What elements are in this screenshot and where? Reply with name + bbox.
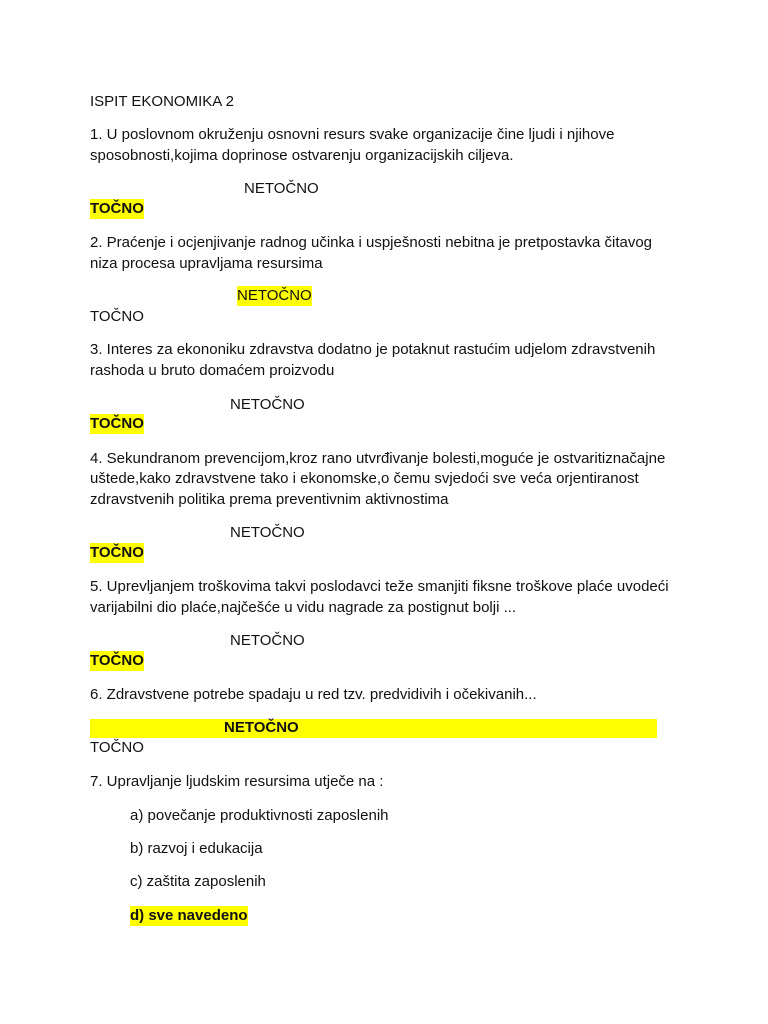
question-7-option-a: a) povečanje produktivnosti zaposlenih — [130, 807, 389, 824]
question-5-answer-true-highlighted: TOČNO — [90, 652, 144, 669]
question-4-answer-false: NETOČNO — [230, 524, 305, 541]
question-5-line-1: 5. Uprevljanjem troškovima takvi poslodavci teže smanjiti fiksne troškove plaće uvodeći — [90, 578, 669, 595]
question-3-answer-false: NETOČNO — [230, 396, 305, 413]
question-2-answer-false-highlighted: NETOČNO — [237, 287, 312, 304]
question-1-answer-false: NETOČNO — [244, 180, 319, 197]
question-6-answer-true: TOČNO — [90, 739, 144, 756]
question-6-line-1: 6. Zdravstvene potrebe spadaju u red tzv. predvidivih i očekivanih... — [90, 686, 537, 703]
question-3-line-2: rashoda u bruto domaćem proizvodu — [90, 362, 335, 379]
question-2-line-2: niza procesa upravljama resursima — [90, 255, 323, 272]
question-7-text: 7. Upravljanje ljudskim resursima utječe na : — [90, 773, 384, 790]
question-4-line-2: uštede,kako zdravstvene tako i ekonomske,o čemu svjedoći sve veća orjentiranost — [90, 470, 639, 487]
question-2-line-1: 2. Praćenje i ocjenjivanje radnog učinka i uspješnosti nebitna je pretpostavka čitavog — [90, 234, 653, 251]
question-7-option-b: b) razvoj i edukacija — [130, 840, 263, 857]
question-4-line-1: 4. Sekundranom prevencijom,kroz rano utvrđivanje bolesti,moguće je ostvaritiznačajne — [90, 450, 666, 467]
question-3-line-1: 3. Interes za ekononiku zdravstva dodatno je potaknut rastućim udjelom zdravstvenih — [90, 341, 656, 358]
question-5-answer-false: NETOČNO — [230, 632, 305, 649]
question-7-option-c: c) zaštita zaposlenih — [130, 873, 266, 890]
question-1-answer-true-highlighted: TOČNO — [90, 200, 144, 217]
question-2-answer-true: TOČNO — [90, 308, 144, 325]
question-5-line-2: varijabilni dio plaće,najčešće u vidu nagrade za postignut bolji ... — [90, 599, 517, 616]
question-4-line-3: zdravstvenih politika prema preventivnim aktivnostima — [90, 491, 449, 508]
question-6-answer-false-highlighted: NETOČNO — [224, 719, 299, 736]
document-title: ISPIT EKONOMIKA 2 — [90, 93, 234, 110]
question-7-option-d-highlighted: d) sve navedeno — [130, 907, 248, 924]
question-1-line-1: 1. U poslovnom okruženju osnovni resurs svake organizacije čine ljudi i njihove — [90, 126, 615, 143]
question-4-answer-true-highlighted: TOČNO — [90, 544, 144, 561]
question-6-highlight-band — [90, 719, 657, 738]
question-3-answer-true-highlighted: TOČNO — [90, 415, 144, 432]
question-1-line-2: sposobnosti,kojima doprinose ostvarenju organizacijskih ciljeva. — [90, 147, 514, 164]
